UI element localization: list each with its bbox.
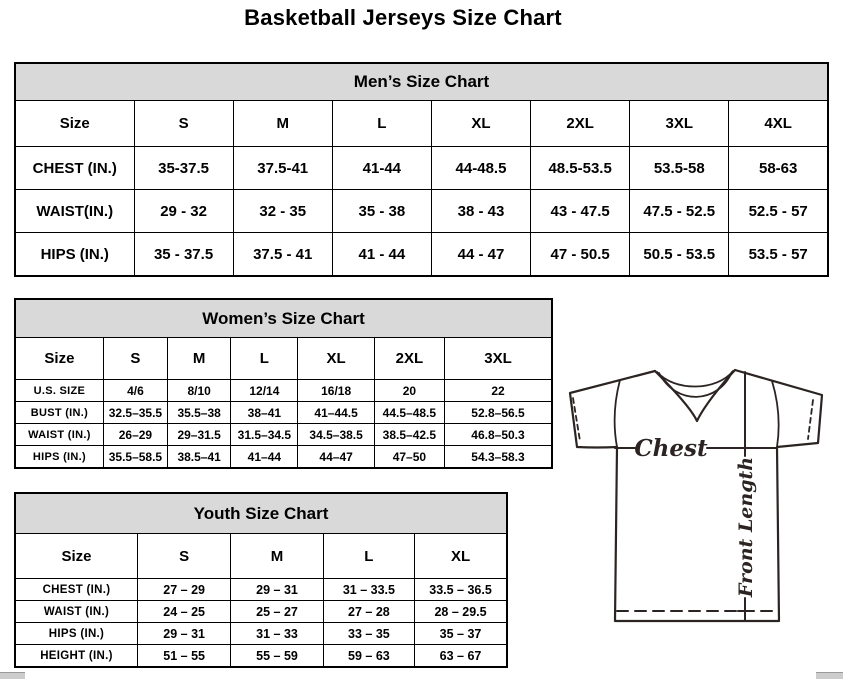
size-value-cell: 44 - 47 (431, 233, 530, 277)
row-label: HIPS (IN.) (15, 446, 103, 469)
horizontal-scrollbar-fragment-right[interactable] (816, 672, 843, 679)
size-value-cell: 44-48.5 (431, 147, 530, 190)
column-header: Size (15, 101, 134, 147)
size-value-cell: 29 – 31 (137, 623, 230, 645)
size-value-cell: 27 – 28 (323, 601, 414, 623)
column-header: L (332, 101, 431, 147)
column-header: L (323, 534, 414, 579)
column-header: M (233, 101, 332, 147)
size-value-cell: 59 – 63 (323, 645, 414, 668)
jersey-outline (570, 370, 822, 621)
row-label: CHEST (IN.) (15, 147, 134, 190)
row-label: BUST (IN.) (15, 402, 103, 424)
size-value-cell: 35.5–38 (168, 402, 231, 424)
column-header: M (168, 338, 231, 380)
size-value-cell: 12/14 (231, 380, 298, 402)
size-value-cell: 29 – 31 (231, 579, 323, 601)
size-value-cell: 53.5-58 (630, 147, 729, 190)
table-row (15, 424, 552, 446)
table-row (15, 147, 828, 190)
size-value-cell: 46.8–50.3 (445, 424, 553, 446)
size-value-cell: 35-37.5 (134, 147, 233, 190)
column-header: 2XL (531, 101, 630, 147)
size-value-cell: 32 - 35 (233, 190, 332, 233)
size-value-cell: 27 – 29 (137, 579, 230, 601)
size-value-cell: 38.5–42.5 (374, 424, 444, 446)
size-value-cell: 4/6 (103, 380, 167, 402)
size-value-cell: 28 – 29.5 (415, 601, 507, 623)
size-value-cell: 35 - 37.5 (134, 233, 233, 277)
column-header: Size (15, 338, 103, 380)
mens-size-table (14, 62, 829, 277)
size-value-cell: 22 (445, 380, 553, 402)
size-value-cell: 41–44 (231, 446, 298, 469)
size-value-cell: 33.5 – 36.5 (415, 579, 507, 601)
size-value-cell: 47 - 50.5 (531, 233, 630, 277)
table-row (15, 233, 828, 277)
column-header: Size (15, 534, 137, 579)
table-row (15, 645, 507, 668)
row-label: CHEST (IN.) (15, 579, 137, 601)
size-value-cell: 29 - 32 (134, 190, 233, 233)
size-value-cell: 41–44.5 (298, 402, 374, 424)
size-value-cell: 63 – 67 (415, 645, 507, 668)
row-label: WAIST(IN.) (15, 190, 134, 233)
size-value-cell: 41 - 44 (332, 233, 431, 277)
size-value-cell: 38 - 43 (431, 190, 530, 233)
size-value-cell: 38–41 (231, 402, 298, 424)
size-value-cell: 37.5 - 41 (233, 233, 332, 277)
right-cuff-dashed-line (808, 400, 813, 439)
right-sleeve-seam (772, 381, 779, 447)
size-value-cell: 44.5–48.5 (374, 402, 444, 424)
size-value-cell: 53.5 - 57 (729, 233, 828, 277)
row-label: U.S. SIZE (15, 380, 103, 402)
column-header: S (134, 101, 233, 147)
column-header: 3XL (630, 101, 729, 147)
size-value-cell: 41-44 (332, 147, 431, 190)
header-row (15, 101, 828, 147)
table-row (15, 190, 828, 233)
size-value-cell: 43 - 47.5 (531, 190, 630, 233)
column-header: XL (298, 338, 374, 380)
column-header: M (231, 534, 323, 579)
size-value-cell: 52.8–56.5 (445, 402, 553, 424)
size-value-cell: 31 – 33.5 (323, 579, 414, 601)
left-sleeve-seam (615, 380, 620, 447)
size-value-cell: 24 – 25 (137, 601, 230, 623)
size-value-cell: 48.5-53.5 (531, 147, 630, 190)
column-header: XL (431, 101, 530, 147)
size-value-cell: 32.5–35.5 (103, 402, 167, 424)
size-value-cell: 37.5-41 (233, 147, 332, 190)
table-title: Men’s Size Chart (15, 63, 828, 101)
column-header: 3XL (445, 338, 553, 380)
row-label: HIPS (IN.) (15, 233, 134, 277)
header-row (15, 338, 552, 380)
jersey-measurement-diagram (560, 360, 842, 628)
row-label: WAIST (IN.) (15, 424, 103, 446)
size-value-cell: 34.5–38.5 (298, 424, 374, 446)
column-header: 4XL (729, 101, 828, 147)
table-title: Women’s Size Chart (15, 299, 552, 338)
womens-size-table (14, 298, 553, 469)
front-length-label: Front Length (735, 456, 757, 598)
size-value-cell: 31.5–34.5 (231, 424, 298, 446)
size-value-cell: 54.3–58.3 (445, 446, 553, 469)
column-header: S (103, 338, 167, 380)
size-value-cell: 52.5 - 57 (729, 190, 828, 233)
column-header: L (231, 338, 298, 380)
table-row (15, 579, 507, 601)
size-value-cell: 31 – 33 (231, 623, 323, 645)
horizontal-scrollbar-fragment-left[interactable] (0, 672, 25, 679)
size-value-cell: 47–50 (374, 446, 444, 469)
size-value-cell: 20 (374, 380, 444, 402)
size-value-cell: 35 - 38 (332, 190, 431, 233)
table-title: Youth Size Chart (15, 493, 507, 534)
size-value-cell: 50.5 - 53.5 (630, 233, 729, 277)
size-value-cell: 44–47 (298, 446, 374, 469)
page-title: Basketball Jerseys Size Chart (244, 5, 562, 30)
row-label: WAIST (IN.) (15, 601, 137, 623)
table-row (15, 446, 552, 469)
chest-label: Chest (634, 435, 708, 462)
table-row (15, 402, 552, 424)
table-row (15, 380, 552, 402)
table-row (15, 601, 507, 623)
size-value-cell: 38.5–41 (168, 446, 231, 469)
column-header: S (137, 534, 230, 579)
size-value-cell: 51 – 55 (137, 645, 230, 668)
size-value-cell: 55 – 59 (231, 645, 323, 668)
size-value-cell: 26–29 (103, 424, 167, 446)
size-value-cell: 8/10 (168, 380, 231, 402)
size-value-cell: 16/18 (298, 380, 374, 402)
column-header: XL (415, 534, 507, 579)
header-row (15, 534, 507, 579)
size-value-cell: 58-63 (729, 147, 828, 190)
column-header: 2XL (374, 338, 444, 380)
collar-outer-v (655, 370, 735, 421)
size-value-cell: 25 – 27 (231, 601, 323, 623)
size-value-cell: 47.5 - 52.5 (630, 190, 729, 233)
size-value-cell: 35 – 37 (415, 623, 507, 645)
size-value-cell: 35.5–58.5 (103, 446, 167, 469)
row-label: HIPS (IN.) (15, 623, 137, 645)
size-value-cell: 33 – 35 (323, 623, 414, 645)
table-row (15, 623, 507, 645)
row-label: HEIGHT (IN.) (15, 645, 137, 668)
youth-size-table (14, 492, 508, 668)
size-value-cell: 29–31.5 (168, 424, 231, 446)
